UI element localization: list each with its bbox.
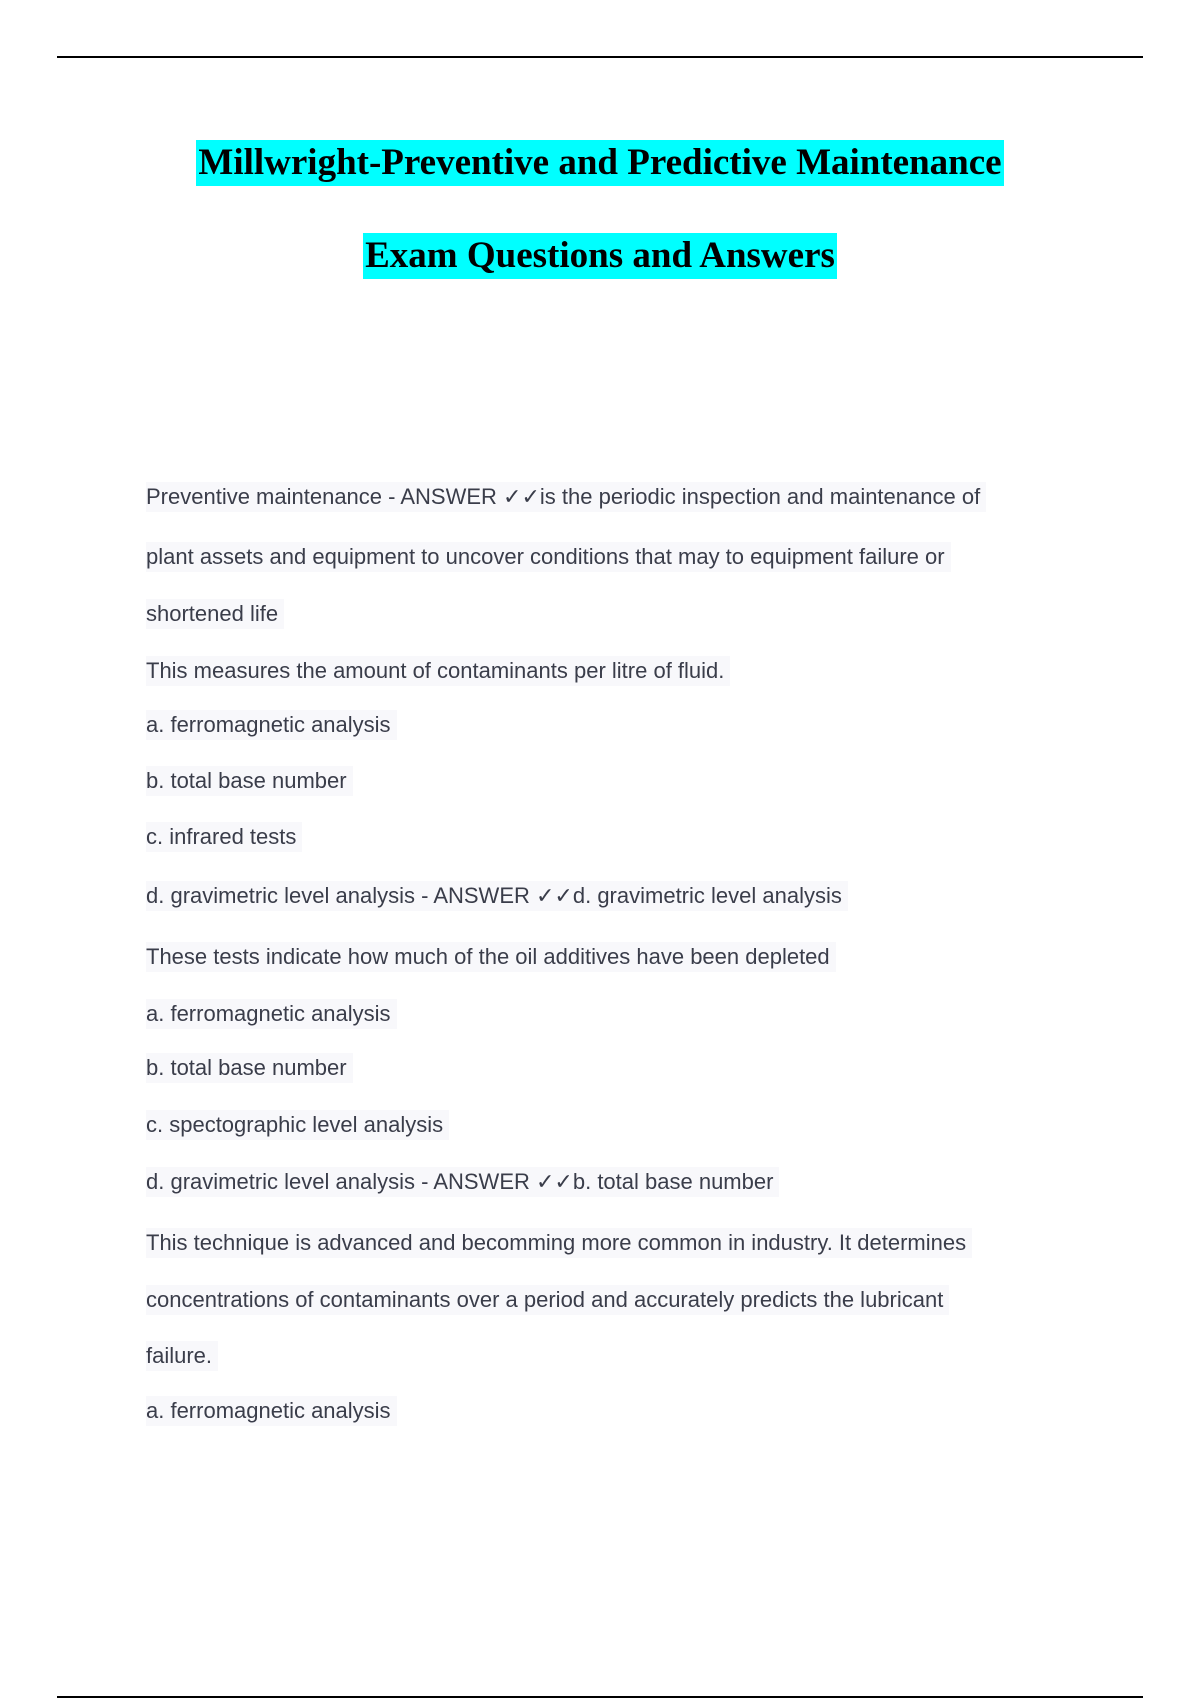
body-line: shortened life bbox=[146, 599, 284, 629]
body-line: a. ferromagnetic analysis bbox=[146, 710, 397, 740]
body-line: a. ferromagnetic analysis bbox=[146, 999, 397, 1029]
body-line: b. total base number bbox=[146, 766, 353, 796]
body-line: This measures the amount of contaminants per litre of fluid. bbox=[146, 656, 730, 686]
title-line-2: Exam Questions and Answers bbox=[363, 233, 837, 279]
body-line: a. ferromagnetic analysis bbox=[146, 1396, 397, 1426]
body-line: plant assets and equipment to uncover conditions that may to equipment failure or bbox=[146, 542, 951, 572]
body-line: c. spectographic level analysis bbox=[146, 1110, 449, 1140]
document-title bbox=[0, 140, 1200, 279]
body-line: These tests indicate how much of the oil additives have been depleted bbox=[146, 942, 836, 972]
footer-rule bbox=[57, 1696, 1143, 1698]
body-line: b. total base number bbox=[146, 1053, 353, 1083]
body-line: d. gravimetric level analysis - ANSWER ✓✓b. total base number bbox=[146, 1167, 779, 1197]
header-rule bbox=[57, 56, 1143, 58]
body-line: concentrations of contaminants over a period and accurately predicts the lubricant bbox=[146, 1285, 949, 1315]
title-line-1: Millwright-Preventive and Predictive Maintenance bbox=[196, 140, 1003, 186]
body-line: This technique is advanced and becomming more common in industry. It determines bbox=[146, 1228, 972, 1258]
body-line: c. infrared tests bbox=[146, 822, 302, 852]
body-line: d. gravimetric level analysis - ANSWER ✓✓d. gravimetric level analysis bbox=[146, 881, 848, 911]
body-line: Preventive maintenance - ANSWER ✓✓is the periodic inspection and maintenance of bbox=[146, 482, 986, 512]
body-line: failure. bbox=[146, 1341, 218, 1371]
